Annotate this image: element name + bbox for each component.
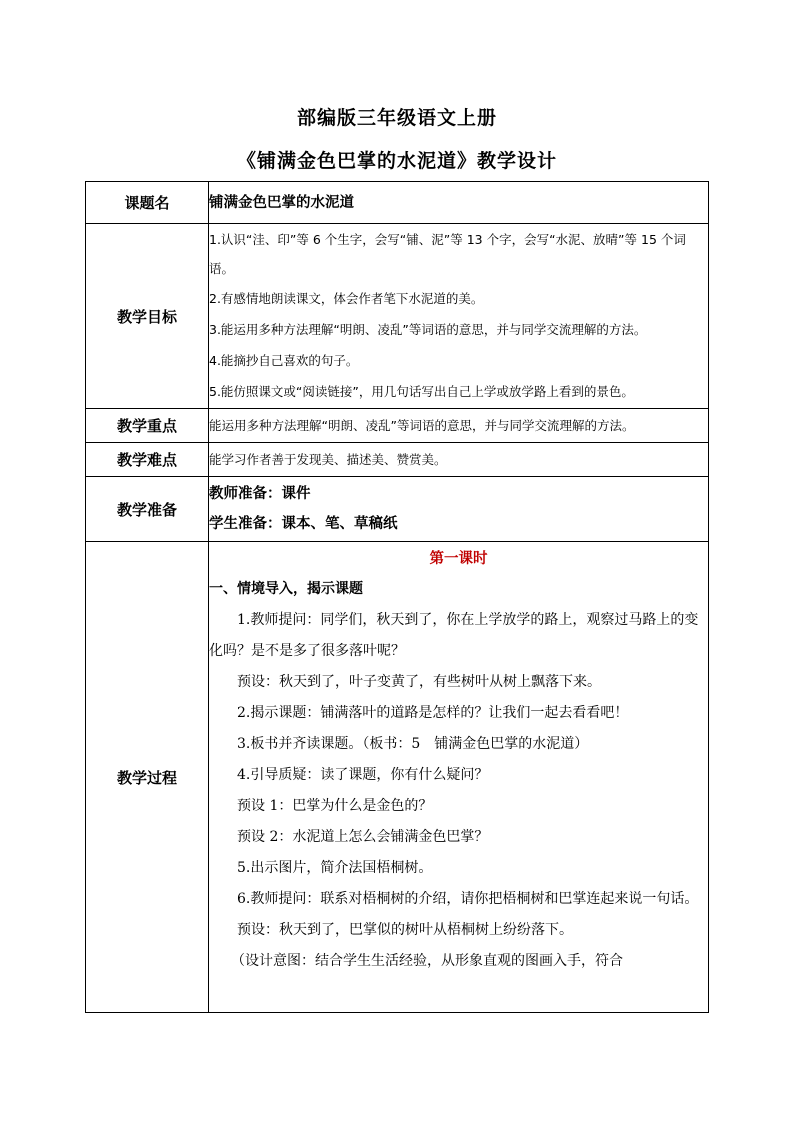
preparation-value [209,477,709,542]
document-title: 部编版三年级语文上册 [296,107,497,129]
title-label: 课题名 [86,182,209,224]
table-row [86,443,709,477]
process-content [209,542,709,1013]
process-line: 预设：秋天到了，叶子变黄了，有些树叶从树上飘落下来。 [237,674,601,690]
process-line: 3.板书并齐读课题。（板书：5 铺满金色巴掌的水泥道） [237,736,589,752]
goal-item: 5.能仿照课文或“阅读链接”，用几句话写出自己上学或放学路上看到的景色。 [209,384,634,399]
goal-item: 2.有感情地朗读课文，体会作者笔下水泥道的美。 [209,291,484,306]
process-line: 6.教师提问：联系对梧桐树的介绍，请你把梧桐树和巴掌连起来说一句话。 [237,891,699,907]
table-row [86,224,709,409]
process-line: （设计意图：结合学生生活经验，从形象直观的图画入手，符合 [231,953,623,969]
process-line: 5.出示图片，简介法国梧桐树。 [237,860,433,876]
process-line: 4.引导质疑：读了课题，你有什么疑问？ [237,767,489,783]
key-value: 能运用多种方法理解“明朗、凌乱”等词语的意思，并与同学交流理解的方法。 [209,409,709,443]
difficulty-label: 教学难点 [86,443,209,477]
table-row [86,542,709,1013]
section-heading: 一、情境导入，揭示课题 [209,581,363,597]
goal-item: 4.能摘抄自己喜欢的句子。 [209,353,359,368]
title-value: 铺满金色巴掌的水泥道 [209,182,709,224]
table-row [86,477,709,542]
lesson-title: 第一课时 [429,550,488,567]
preparation-label: 教学准备 [86,477,209,542]
process-line: 预设 2：水泥道上怎么会铺满金色巴掌？ [237,829,489,845]
goals-label: 教学目标 [86,224,209,409]
process-line: 预设 1：巴掌为什么是金色的？ [237,798,433,814]
goal-item: 3.能运用多种方法理解“明朗、凌乱”等词语的意思，并与同学交流理解的方法。 [209,322,647,337]
table-row [86,182,709,224]
teacher-preparation: 教师准备：课件 [209,486,311,502]
process-label: 教学过程 [86,542,209,1013]
goals-list [209,224,709,409]
process-line: 1.教师提问：同学们，秋天到了，你在上学放学的路上，观察过马路上的变化吗？是不是多了很多落叶呢？ [209,612,699,659]
lesson-plan-table [85,181,709,1013]
process-line: 2.揭示课题：铺满落叶的道路是怎样的？让我们一起去看看吧！ [237,705,629,721]
student-preparation: 学生准备：课本、笔、草稿纸 [209,516,398,532]
difficulty-value: 能学习作者善于发现美、描述美、赞赏美。 [209,443,709,477]
table-row [86,409,709,443]
goal-item: 1.认识“洼、印”等 6 个生字，会写“铺、泥”等 13 个字，会写“水泥、放晴”等 15 个词语。 [209,232,686,276]
process-line: 预设：秋天到了，巴掌似的树叶从梧桐树上纷纷落下。 [237,922,573,938]
document-subtitle: 《铺满金色巴掌的水泥道》教学设计 [236,150,557,172]
key-label: 教学重点 [86,409,209,443]
